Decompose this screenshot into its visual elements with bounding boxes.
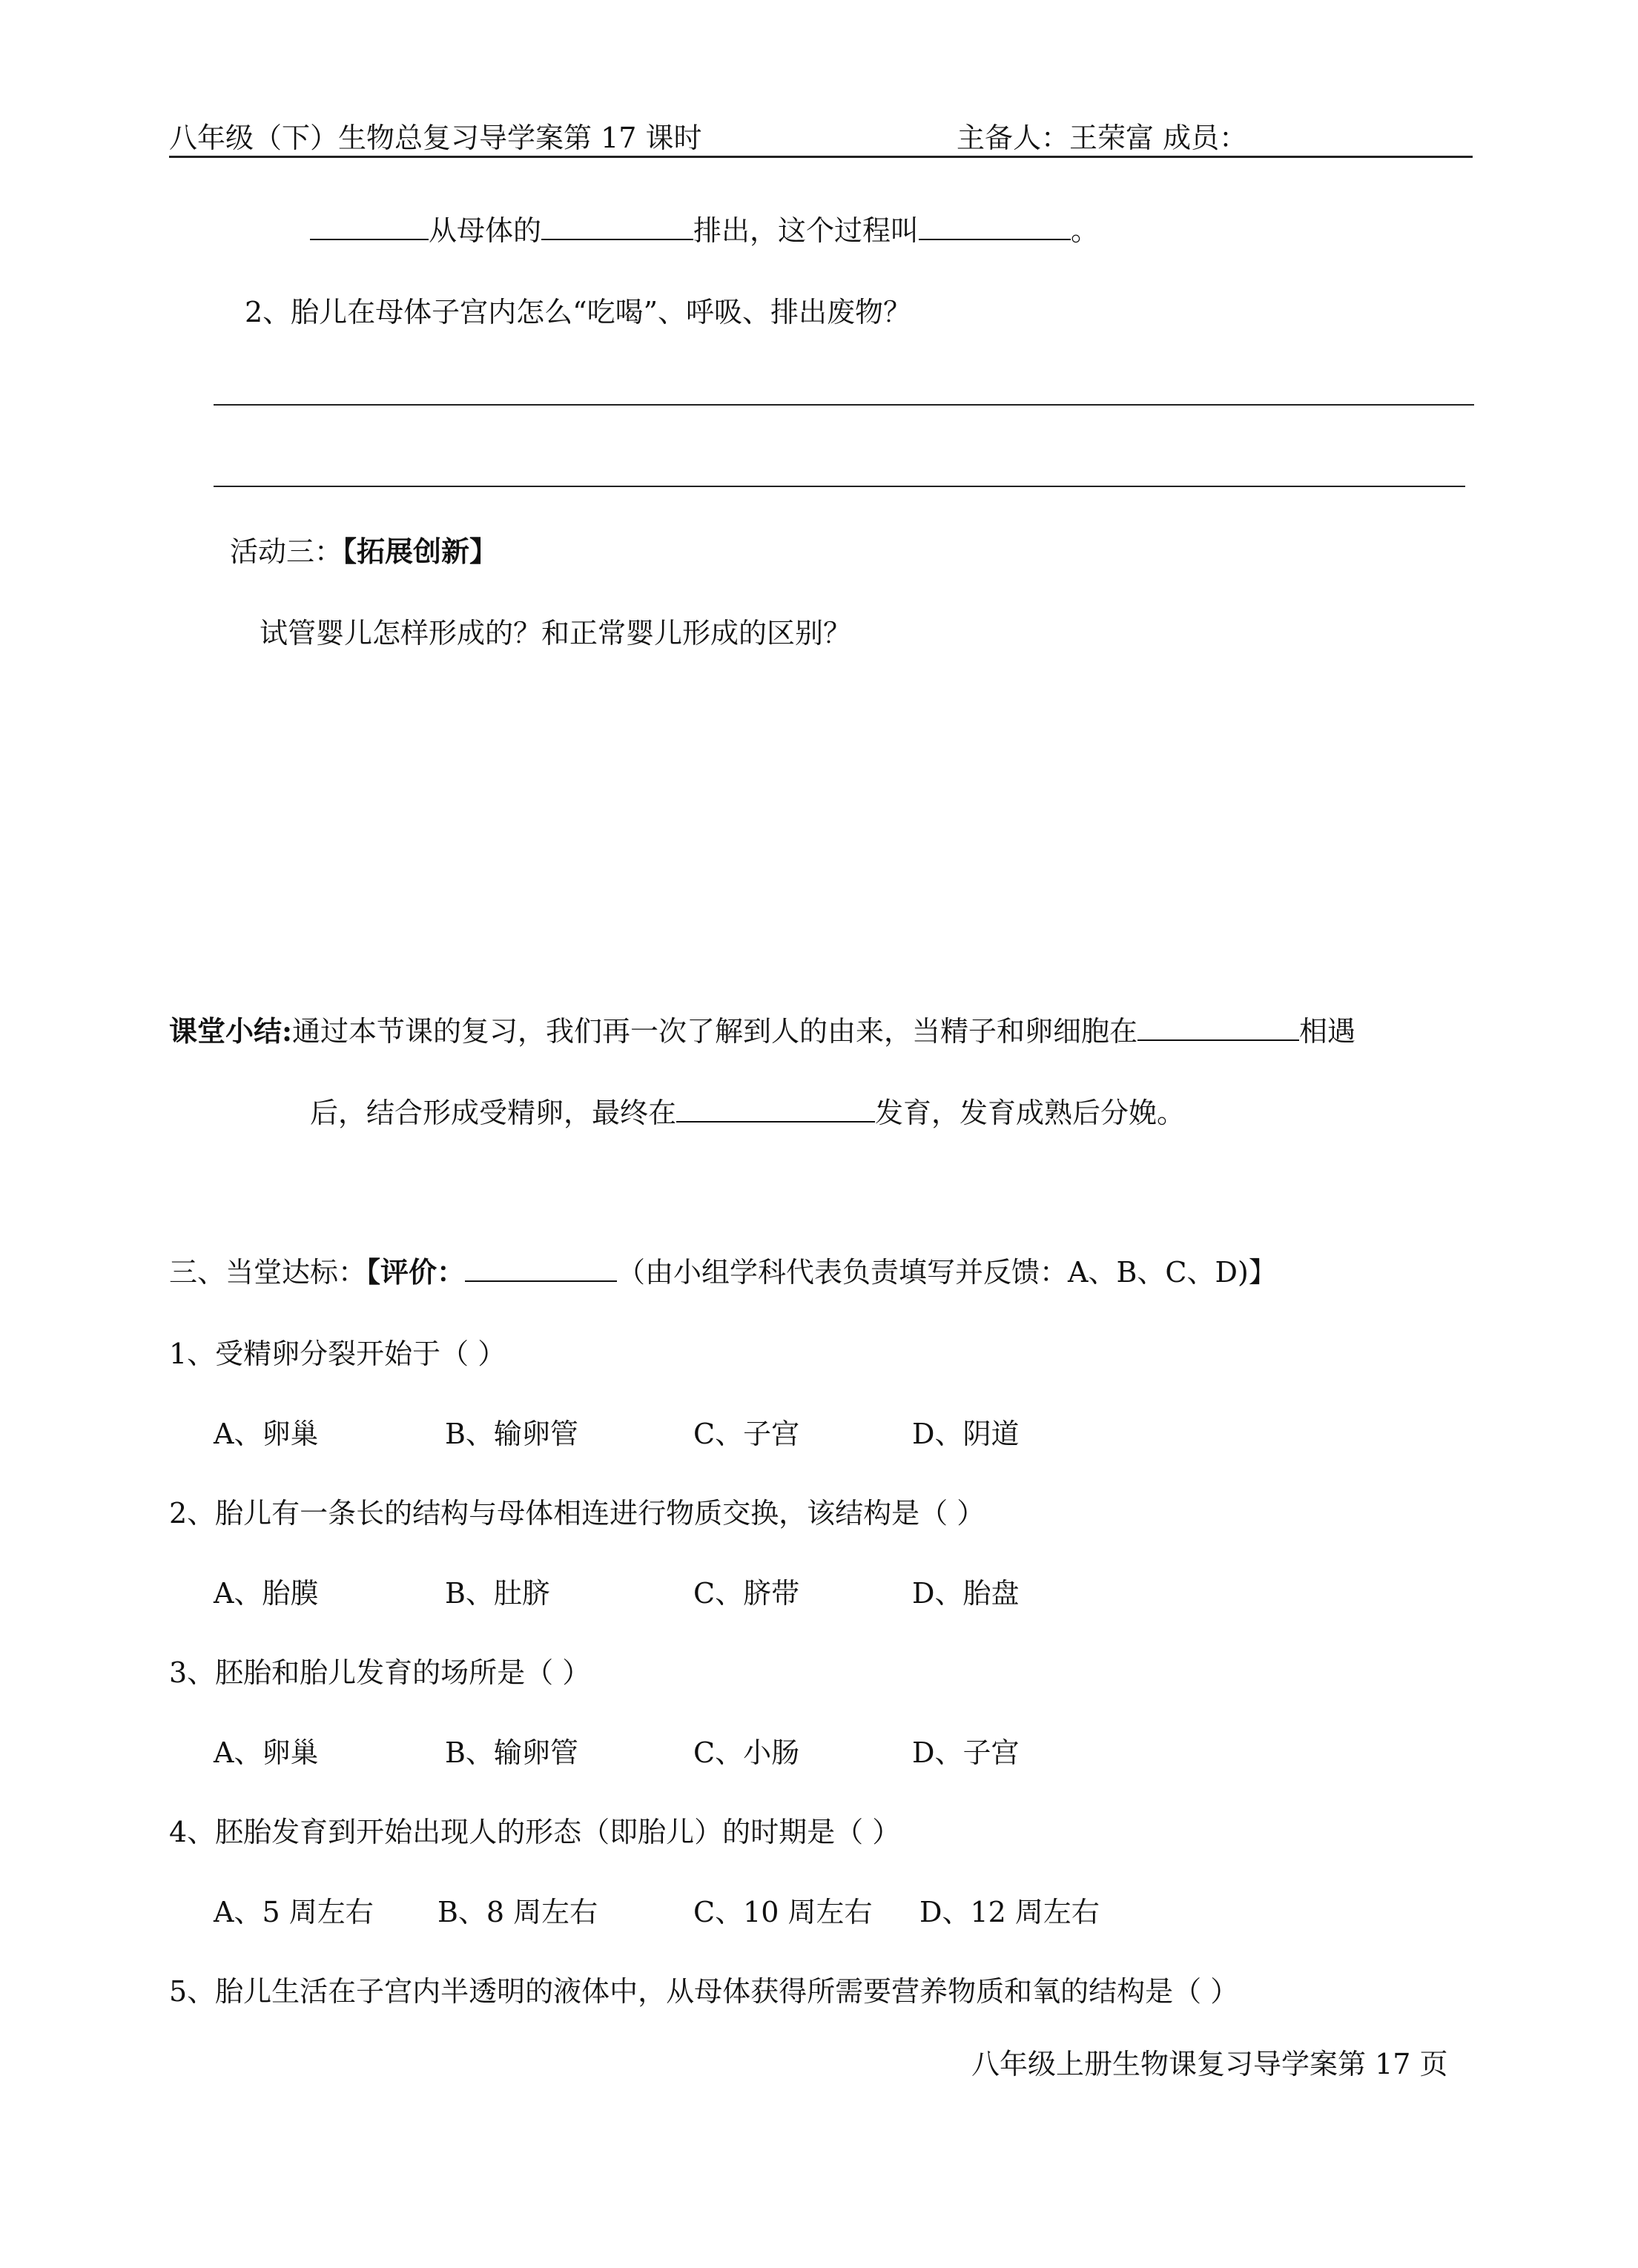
header-left: 八年级（下）生物总复习导学案第 17 课时 [169, 122, 702, 154]
question-4-stem: 4、胚胎发育到开始出现人的形态（即胎儿）的时期是（ ） [169, 1816, 901, 1848]
answer-line-2[interactable] [214, 486, 1465, 487]
summary-blank-2[interactable] [676, 1096, 875, 1123]
summary-line-1 [169, 1012, 1355, 1051]
question-4-option-d[interactable]: D、12 周左右 [919, 1896, 1100, 1928]
open-question-2: 2、胎儿在母体子宫内怎么“吃喝”、呼吸、排出废物？ [245, 296, 912, 328]
summary-text-1a: 通过本节课的复习，我们再一次了解到人的由来，当精子和卵细胞在 [292, 1015, 1138, 1048]
question-3-option-d[interactable]: D、子宫 [912, 1736, 1020, 1769]
eval-close: （由小组学科代表负责填写并反馈：A、B、C、D)】 [617, 1256, 1277, 1289]
section3-title: 三、当堂达标： [169, 1256, 367, 1289]
blank-1[interactable] [310, 214, 429, 240]
question-3-option-c[interactable]: C、小肠 [693, 1736, 800, 1769]
question-3-option-a[interactable]: A、卵巢 [214, 1736, 319, 1769]
question-3-option-b[interactable]: B、输卵管 [445, 1736, 578, 1769]
activity3-question: 试管婴儿怎样形成的？和正常婴儿形成的区别？ [260, 617, 852, 649]
top-fill-part2: 排出，这个过程叫 [693, 214, 919, 247]
page-footer: 八年级上册生物课复习导学案第 17 页 [971, 2048, 1448, 2080]
section3-heading [169, 1253, 1277, 1292]
header-right: 主备人：王荣富 成员： [957, 122, 1248, 154]
question-2-stem: 2、胎儿有一条长的结构与母体相连进行物质交换，该结构是（ ） [169, 1497, 985, 1530]
question-1-option-c[interactable]: C、子宫 [693, 1418, 800, 1450]
question-1-option-d[interactable]: D、阴道 [912, 1418, 1020, 1450]
question-1-option-b[interactable]: B、输卵管 [445, 1418, 578, 1450]
eval-blank[interactable] [465, 1255, 617, 1282]
activity3-label: 活动三： [230, 535, 343, 568]
summary-blank-1[interactable] [1137, 1014, 1299, 1041]
summary-text-2b: 发育，发育成熟后分娩。 [875, 1097, 1186, 1129]
top-fill-line [310, 211, 1099, 250]
question-2-option-c[interactable]: C、脐带 [693, 1577, 800, 1610]
answer-line-1[interactable] [214, 404, 1474, 406]
top-fill-part1: 从母体的 [429, 214, 542, 247]
question-1-stem: 1、受精卵分裂开始于（ ） [169, 1338, 506, 1370]
summary-text-1b: 相遇 [1299, 1015, 1356, 1048]
question-3-stem: 3、胚胎和胎儿发育的场所是（ ） [169, 1656, 591, 1689]
question-2-option-d[interactable]: D、胎盘 [912, 1577, 1020, 1610]
summary-label: 课堂小结: [169, 1014, 293, 1048]
question-5-stem: 5、胎儿生活在子宫内半透明的液体中，从母体获得所需要营养物质和氧的结构是（ ） [169, 1975, 1239, 2008]
header-rule [169, 156, 1473, 158]
question-4-option-b[interactable]: B、8 周左右 [437, 1896, 598, 1928]
top-fill-part3: 。 [1071, 214, 1100, 247]
question-4-option-a[interactable]: A、5 周左右 [214, 1896, 374, 1928]
summary-line-2 [310, 1094, 1185, 1132]
summary-text-2a: 后，结合形成受精卵，最终在 [310, 1097, 677, 1129]
question-1-option-a[interactable]: A、卵巢 [214, 1418, 319, 1450]
activity3-title: 【拓展创新】 [343, 535, 498, 568]
question-2-option-a[interactable]: A、胎膜 [214, 1577, 319, 1610]
question-4-option-c[interactable]: C、10 周左右 [693, 1896, 873, 1928]
blank-3[interactable] [919, 214, 1071, 240]
blank-2[interactable] [541, 214, 693, 240]
eval-open: 【评价： [366, 1255, 466, 1289]
question-2-option-b[interactable]: B、肚脐 [445, 1577, 550, 1610]
activity3-heading [230, 532, 498, 571]
